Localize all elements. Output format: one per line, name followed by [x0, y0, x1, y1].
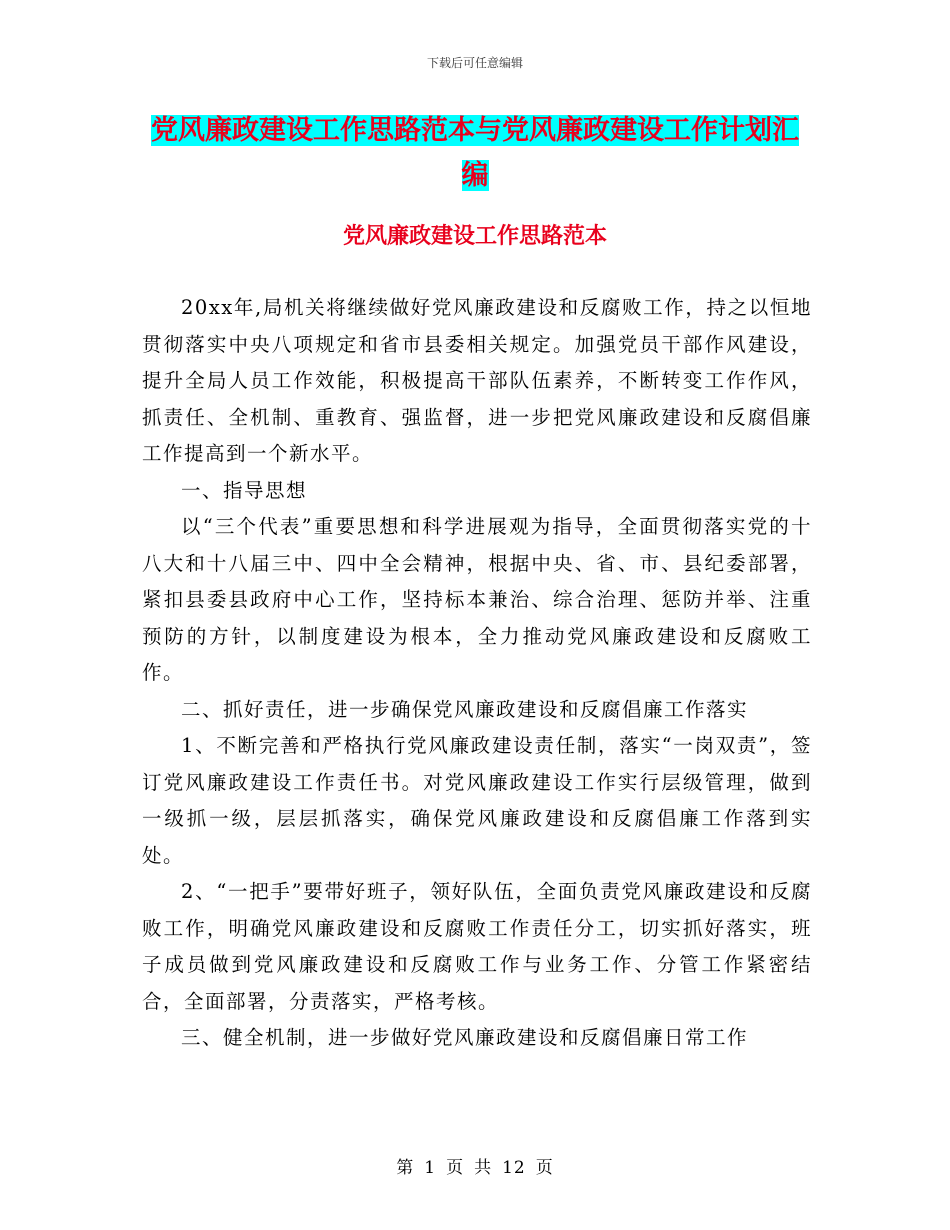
heading-mechanism: 三、健全机制，进一步做好党风廉政建设和反腐倡廉日常工作: [181, 1026, 749, 1049]
section-title: 党风廉政建设工作思路范本: [342, 223, 607, 249]
footer-total-pages: 12: [502, 1158, 526, 1178]
page-footer: [0, 1153, 950, 1178]
document-title: [140, 108, 810, 198]
footer-current-page: 1: [424, 1158, 437, 1178]
paragraph-intro: 20xx年,局机关将继续做好党风廉政建设和反腐败工作，持之以恒地贯彻落实中央八项规定和省市县委相关规定。加强党员干部作风建设，提升全局人员工作效能，积极提高干部队伍素养，不断转变工作作风，抓责任、全机制、重教育、强监督，进一步把党风廉政建设和反腐倡廉工作提高到一个新水平。: [142, 296, 812, 465]
header-note: 下载后可任意编辑: [426, 56, 523, 70]
document-body: [142, 290, 812, 1057]
footer-mid: 页: [446, 1158, 465, 1178]
heading-guiding-ideology: 一、指导思想: [181, 478, 308, 502]
document-title-text: 党风廉政建设工作思路范本与党风廉政建设工作计划汇编: [151, 115, 799, 191]
paragraph-item-2: 2、“一把手”要带好班子，领好队伍，全面负责党风廉政建设和反腐败工作，明确党风廉政建设和反腐败工作责任分工，切实抓好落实，班子成员做到党风廉政建设和反腐败工作与业务工作、分管工作紧密结合，全面部署，分责落实，严格考核。: [142, 880, 812, 1013]
footer-suffix: 页: [535, 1158, 554, 1178]
footer-prefix: 第: [396, 1158, 415, 1178]
heading-responsibility: 二、抓好责任，进一步确保党风廉政建设和反腐倡廉工作落实: [181, 697, 749, 721]
paragraph-guiding-ideology: 以“三个代表”重要思想和科学进展观为指导，全面贯彻落实党的十八大和十八届三中、四中全会精神，根据中央、省、市、县纪委部署，紧扣县委县政府中心工作，坚持标本兼治、综合治理、惩防并举、注重预防的方针，以制度建设为根本，全力推动党风廉政建设和反腐败工作。: [142, 515, 812, 684]
footer-total-prefix: 共: [474, 1158, 493, 1178]
paragraph-item-1: 1、不断完善和严格执行党风廉政建设责任制，落实“一岗双责”，签订党风廉政建设工作责任书。对党风廉政建设工作实行层级管理，做到一级抓一级，层层抓落实，确保党风廉政建设和反腐倡廉工作落到实处。: [142, 734, 812, 867]
